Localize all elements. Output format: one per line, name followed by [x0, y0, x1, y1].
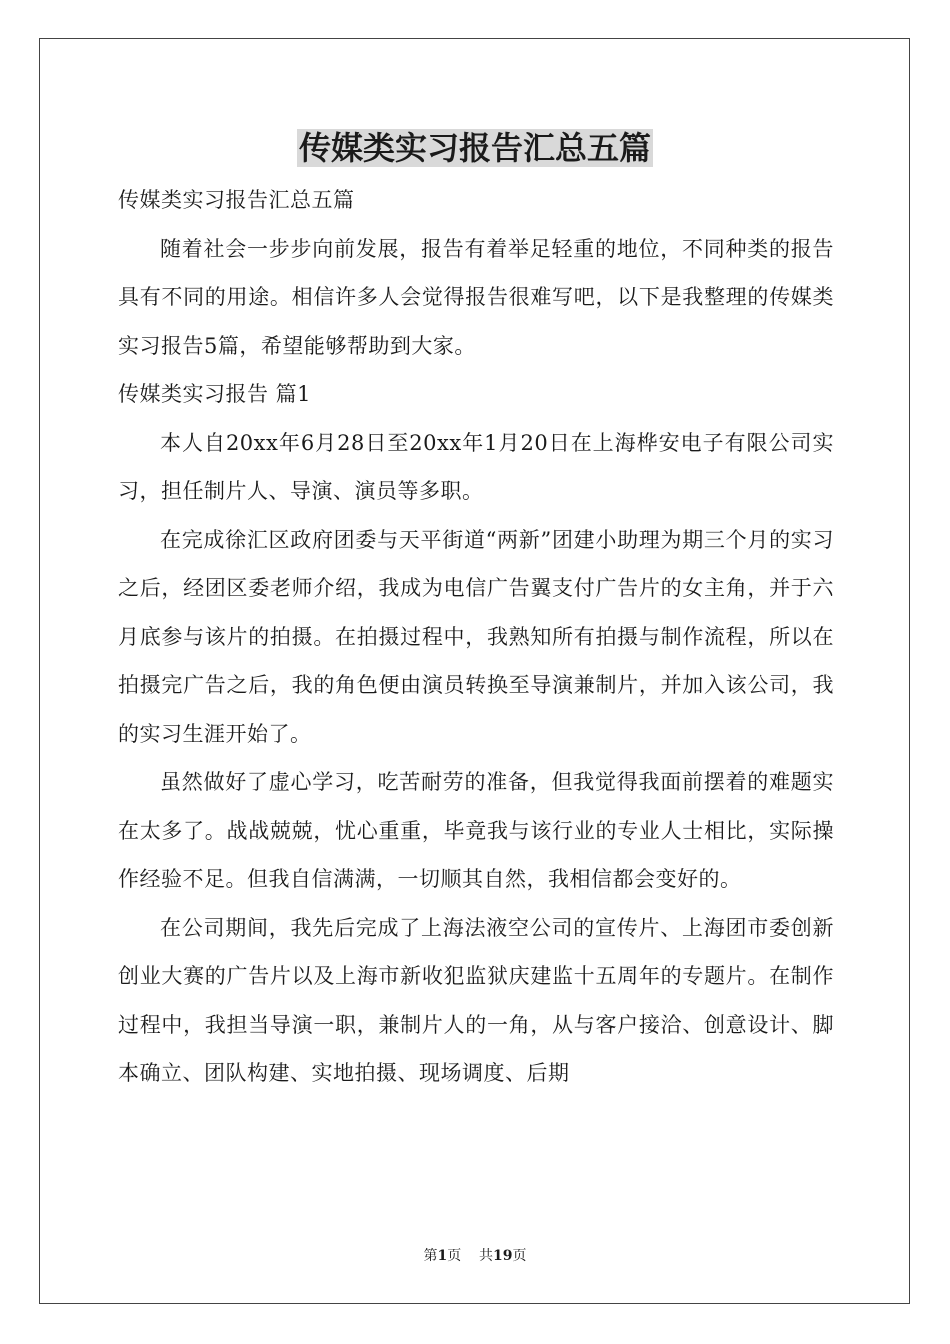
paragraph: 随着社会一步步向前发展，报告有着举足轻重的地位，不同种类的报告具有不同的用途。相信许多人会觉得报告很难写吧，以下是我整理的传媒类实习报告5篇，希望能够帮助到大家。	[118, 236, 834, 358]
section-heading: 传媒类实习报告 篇1	[118, 382, 312, 406]
footer-page-number: 1	[437, 1248, 448, 1264]
footer-total-pages: 19	[493, 1248, 513, 1264]
paragraph: 在公司期间，我先后完成了上海法液空公司的宣传片、上海团市委创新创业大赛的广告片以及上海市新收犯监狱庆建监十五周年的专题片。在制作过程中，我担当导演一职，兼制片人的一角，从与客户接洽、创意设计、脚本确立、团队构建、实地拍摄、现场调度、后期	[118, 915, 834, 1085]
document-body	[118, 176, 834, 1098]
document-title-text: 传媒类实习报告汇总五篇	[298, 129, 651, 167]
footer-mid: 页 共	[447, 1248, 494, 1264]
paragraph: 传媒类实习报告汇总五篇	[118, 188, 355, 212]
paragraph: 在完成徐汇区政府团委与天平街道“两新”团建小助理为期三个月的实习之后，经团区委老师介绍，我成为电信广告翼支付广告片的女主角，并于六月底参与该片的拍摄。在拍摄过程中，我熟知所有拍摄与制作流程，所以在拍摄完广告之后，我的角色便由演员转换至导演兼制片，并加入该公司，我的实习生涯开始了。	[118, 527, 834, 746]
footer-suffix: 页	[512, 1248, 527, 1264]
footer-prefix: 第	[423, 1248, 438, 1264]
page-footer	[0, 1246, 950, 1266]
document-title	[0, 124, 950, 172]
paragraph: 本人自20xx年6月28日至20xx年1月20日在上海桦安电子有限公司实习，担任制片人、导演、演员等多职。	[118, 430, 834, 503]
paragraph: 虽然做好了虚心学习，吃苦耐劳的准备，但我觉得我面前摆着的难题实在太多了。战战兢兢，忧心重重，毕竟我与该行业的专业人士相比，实际操作经验不足。但我自信满满，一切顺其自然，我相信都会变好的。	[118, 770, 834, 891]
